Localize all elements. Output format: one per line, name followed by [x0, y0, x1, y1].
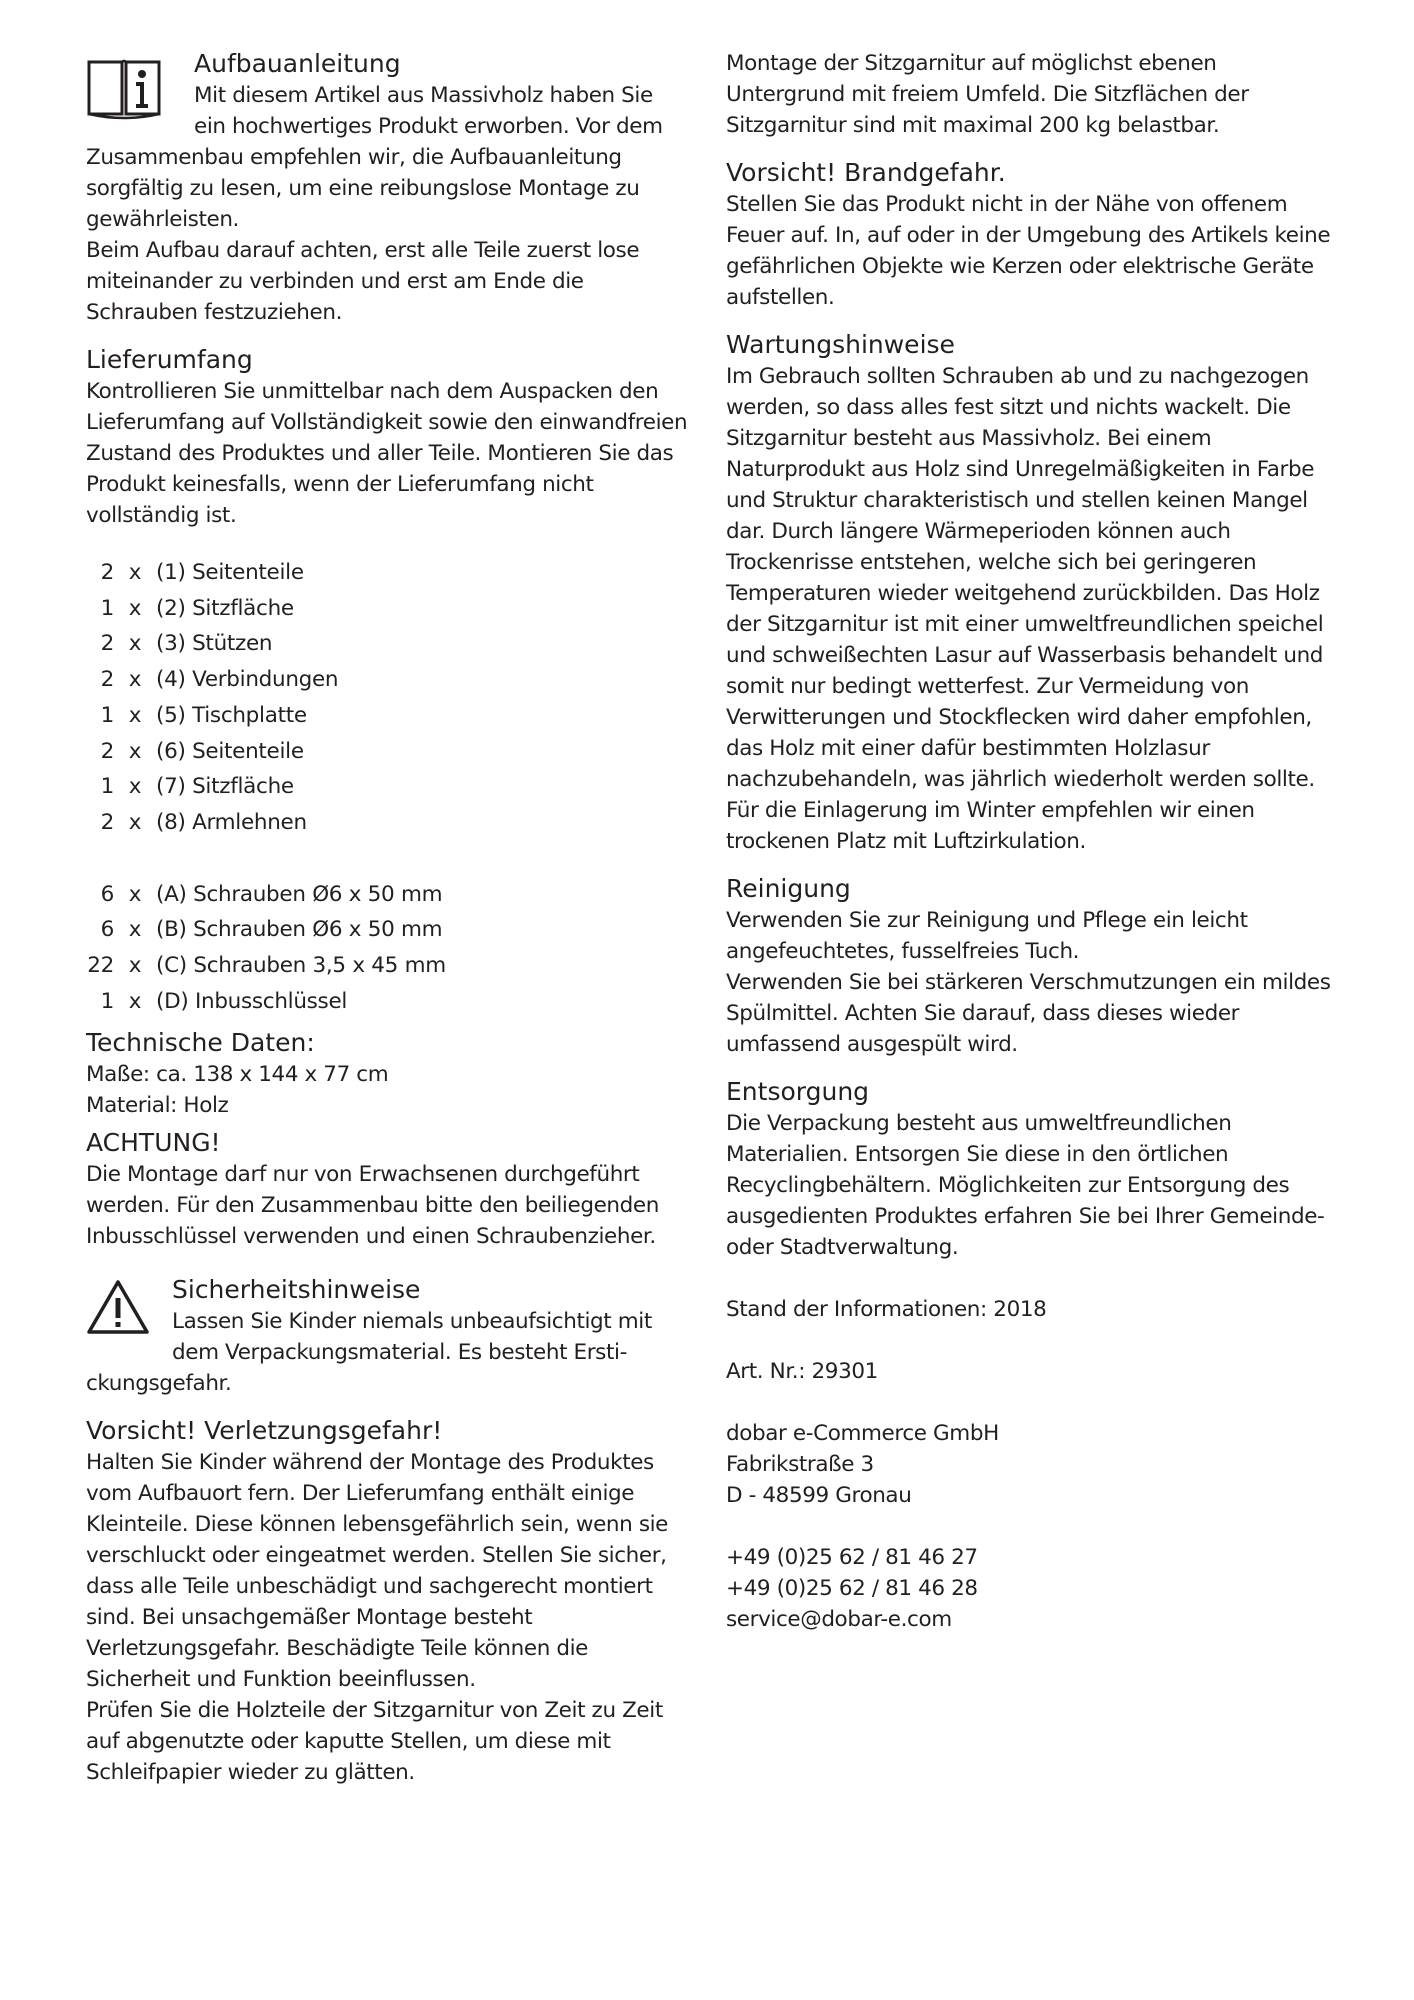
montage-text: Montage der Sitzgarnitur auf möglichst ebenen Untergrund mit freiem Umfeld. Die Sitzflächen der Sitzgarnitur sind mit maximal 200 kg belastbar.	[726, 51, 1249, 138]
injury-title: Vorsicht! Verletzungsgefahr!	[86, 1416, 443, 1446]
company-email: service@dobar-e.com	[726, 1607, 952, 1632]
disposal-section	[726, 1076, 1336, 1263]
article-number: Art. Nr.: 29301	[726, 1359, 878, 1384]
list-item: 2 x (6) Seitenteile	[100, 738, 304, 764]
intro-text-line-1: Mit diesem Artikel aus Massivholz haben Sie	[194, 83, 653, 108]
list-item: 2 x (4) Verbindungen	[100, 667, 339, 693]
fire-section	[726, 157, 1336, 313]
list-item: 6 x (B) Schrauben Ø6 x 50 mm	[100, 917, 443, 943]
company-phone-1: +49 (0)25 62 / 81 46 27	[726, 1545, 978, 1570]
disposal-title: Entsorgung	[726, 1077, 870, 1106]
attention-section	[86, 1127, 698, 1252]
company-contact	[726, 1542, 1336, 1635]
left-column	[86, 48, 698, 1788]
fire-text: Stellen Sie das Produkt nicht in der Nähe von offenem Feuer auf. In, auf oder in der Umgebung des Artikels keine gefährlichen Objekte wie Kerzen oder elektrische Geräte aufstellen.	[726, 192, 1331, 310]
injury-text: Halten Sie Kinder während der Montage des Produktes vom Aufbauort fern. Der Lieferumfang enthält einige Kleinteile. Diese können lebensgefährlich sein, wenn sie verschluckt oder eingeatmet werden. Stellen Sie sicher, dass alle Teile unbeschädigt und sachgerecht montiert sind. Bei unsachgemäßer Montage besteht Verletzungsgefahr. Beschädigte Teile können die Sicherheit und Funktion beeinflussen.	[86, 1450, 669, 1693]
montage-section	[726, 48, 1336, 141]
delivery-section	[86, 344, 698, 1019]
company-name: dobar e-Commerce GmbH	[726, 1421, 999, 1446]
cleaning-text: Verwenden Sie zur Reinigung und Pflege ein leicht angefeuchtetes, fusselfreies Tuch.	[726, 908, 1248, 964]
cleaning-title: Reinigung	[726, 874, 851, 903]
injury-text-2: Prüfen Sie die Holzteile der Sitzgarnitur von Zeit zu Zeit auf abgenutzte oder kaputte Stellen, um diese mit Schleifpapier wieder zu glätten.	[86, 1698, 663, 1786]
list-item: 1 x (D) Inbusschlüssel	[100, 988, 348, 1014]
technical-dimensions: Maße: ca. 138 x 144 x 77 cm	[86, 1062, 389, 1088]
info-date: Stand der Informationen: 2018	[726, 1297, 1047, 1322]
info-book-icon	[86, 52, 162, 120]
attention-title: ACHTUNG!	[86, 1128, 221, 1158]
warning-triangle-icon	[86, 1278, 150, 1336]
safety-section	[86, 1274, 698, 1399]
injury-section	[86, 1415, 698, 1788]
technical-material: Material: Holz	[86, 1093, 229, 1119]
safety-text-line-2: dem Verpackungsmaterial. Es besteht Ersti-	[172, 1340, 627, 1366]
right-column	[726, 48, 1336, 1635]
fire-title: Vorsicht! Brandgefahr.	[726, 158, 1006, 187]
list-item: 6 x (A) Schrauben Ø6 x 50 mm	[100, 881, 443, 907]
safety-title: Sicherheitshinweise	[172, 1275, 421, 1305]
company-phone-2: +49 (0)25 62 / 81 46 28	[726, 1576, 978, 1601]
intro-title: Aufbauanleitung	[194, 49, 401, 78]
intro-text-line-2: ein hochwertiges Produkt erworben. Vor dem	[194, 114, 663, 139]
maintenance-text: Im Gebrauch sollten Schrauben ab und zu nachgezogen werden, so dass alles fest sitzt und nichts wackelt. Die Sitzgarnitur besteht aus Massivholz. Bei einem Naturprodukt aus Holz sind Unregelmäßigkeiten in Farbe und Struktur charakteristisch und stellen keinen Mangel dar. Durch längere Wärmeperioden können auch Trockenrisse entstehen, welche sich bei geringeren Temperaturen wieder weitgehend zurückbilden. Das Holz der Sitzgarnitur ist mit einer umweltfreundlichen speichel und schweißechten Lasur auf Wasserbasis behandelt und somit nur bedingt wetterfest. Zur Vermeidung von Verwitterungen und Stockflecken wird daher empfohlen, das Holz mit einer dafür bestimmten Holzlasur nachzubehandeln, was jährlich wiederholt werden sollte.	[726, 364, 1324, 792]
cleaning-section	[726, 873, 1336, 1060]
safety-text: ckungsgefahr.	[86, 1371, 232, 1397]
intro-assembly-text: Beim Aufbau darauf achten, erst alle Teile zuerst lose miteinander zu verbinden und erst am Ende die Schrauben festzuziehen.	[86, 238, 640, 325]
parts-list	[86, 555, 698, 1019]
list-item: 2 x (1) Seitenteile	[100, 560, 304, 585]
delivery-title: Lieferumfang	[86, 345, 253, 374]
cleaning-text-2: Verwenden Sie bei stärkeren Verschmutzungen ein mildes Spülmittel. Achten Sie darauf, dass dieses wieder umfassend ausgespült wird.	[726, 970, 1331, 1057]
company-address	[726, 1418, 1336, 1511]
technical-section	[86, 1027, 698, 1121]
list-item: 1 x (7) Sitzfläche	[100, 774, 294, 800]
technical-title: Technische Daten:	[86, 1028, 315, 1058]
maintenance-section	[726, 329, 1336, 857]
safety-text-line-1: Lassen Sie Kinder niemals unbeaufsichtigt mit	[172, 1309, 652, 1335]
maintenance-title: Wartungshinweise	[726, 330, 955, 359]
list-item: 1 x (2) Sitzfläche	[100, 595, 294, 621]
intro-text: Zusammenbau empfehlen wir, die Aufbauanleitung sorgfältig zu lesen, um eine reibungslose Montage zu gewährleisten.	[86, 145, 640, 232]
attention-text: Die Montage darf nur von Erwachsenen durchgeführt werden. Für den Zusammenbau bitte den beiliegenden Inbusschlüssel verwenden und einen Schraubenzieher.	[86, 1162, 659, 1250]
maintenance-text-2: Für die Einlagerung im Winter empfehlen wir einen trockenen Platz mit Luftzirkulation.	[726, 798, 1255, 854]
company-street: Fabrikstraße 3	[726, 1452, 874, 1477]
company-city: D - 48599 Gronau	[726, 1483, 912, 1508]
list-item: 1 x (5) Tischplatte	[100, 702, 307, 728]
intro-section	[86, 48, 698, 328]
delivery-text: Kontrollieren Sie unmittelbar nach dem Auspacken den Lieferumfang auf Vollständigkeit sowie den einwandfreien Zustand des Produktes und aller Teile. Montieren Sie das Produkt keinesfalls, wenn der Lieferumfang nicht vollständig ist.	[86, 379, 688, 528]
list-item: 2 x (8) Armlehnen	[100, 809, 307, 835]
list-item: 22 x (C) Schrauben 3,5 x 45 mm	[87, 953, 446, 979]
disposal-text: Die Verpackung besteht aus umweltfreundlichen Materialien. Entsorgen Sie diese in den örtlichen Recyclingbehältern. Möglichkeiten zur Entsorgung des ausgedienten Produktes erfahren Sie bei Ihrer Gemeinde- oder Stadtverwaltung.	[726, 1111, 1325, 1260]
list-item: 2 x (3) Stützen	[100, 631, 273, 657]
